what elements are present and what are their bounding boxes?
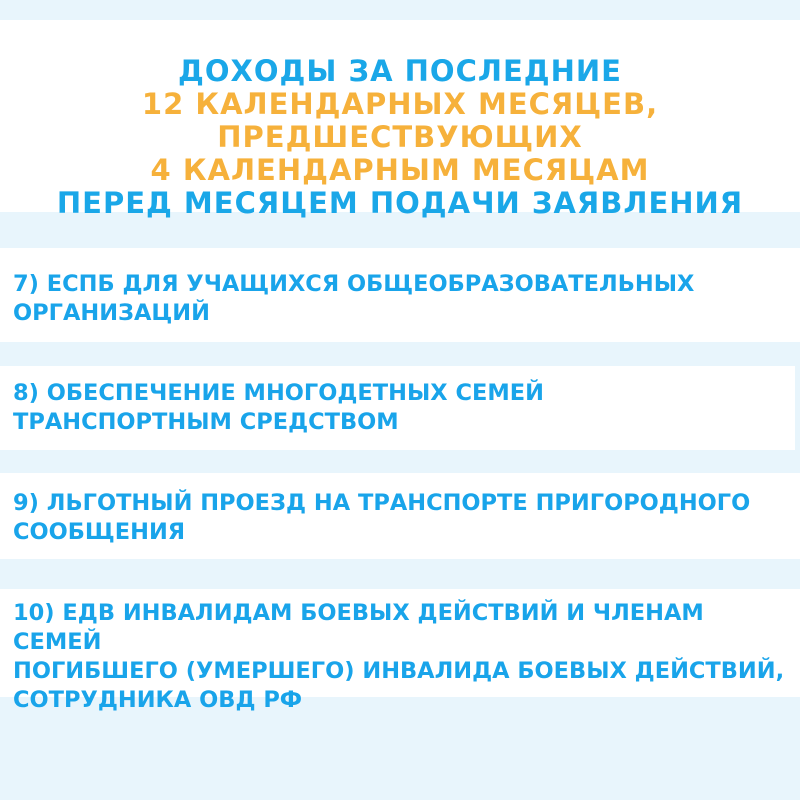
header-line-4: 4 КАЛЕНДАРНЫМ МЕСЯЦАМ (150, 153, 650, 187)
list-item-text: 7) ЕСПБ ДЛЯ УЧАЩИХСЯ ОБЩЕОБРАЗОВАТЕЛЬНЫХ ОРГАНИЗАЦИЙ (13, 271, 695, 326)
header-title (0, 20, 800, 220)
header-line-1: ДОХОДЫ ЗА ПОСЛЕДНИЕ (178, 54, 622, 88)
list-item (0, 589, 800, 713)
list-item-text: 9) ЛЬГОТНЫЙ ПРОЕЗД НА ТРАНСПОРТЕ ПРИГОРОДНОГО СООБЩЕНИЯ (13, 490, 751, 545)
header-line-3: ПРЕДШЕСТВУЮЩИХ (217, 120, 583, 154)
header-line-5: ПЕРЕД МЕСЯЦЕМ ПОДАЧИ ЗАЯВЛЕНИЯ (56, 186, 744, 220)
list-item-text: 8) ОБЕСПЕЧЕНИЕ МНОГОДЕТНЫХ СЕМЕЙ ТРАНСПОРТНЫМ СРЕДСТВОМ (13, 380, 544, 435)
header-panel (0, 20, 800, 220)
list-item (0, 473, 800, 559)
list-item (0, 248, 800, 342)
header-line-2: 12 КАЛЕНДАРНЫХ МЕСЯЦЕВ, (141, 87, 659, 121)
list-item-text: 10) ЕДВ ИНВАЛИДАМ БОЕВЫХ ДЕЙСТВИЙ И ЧЛЕНАМ СЕМЕЙ ПОГИБШЕГО (УМЕРШЕГО) ИНВАЛИДА БОЕВЫХ ДЕЙСТВИЙ, СОТРУДНИКА ОВД РФ (13, 600, 785, 713)
list-item (0, 366, 795, 450)
